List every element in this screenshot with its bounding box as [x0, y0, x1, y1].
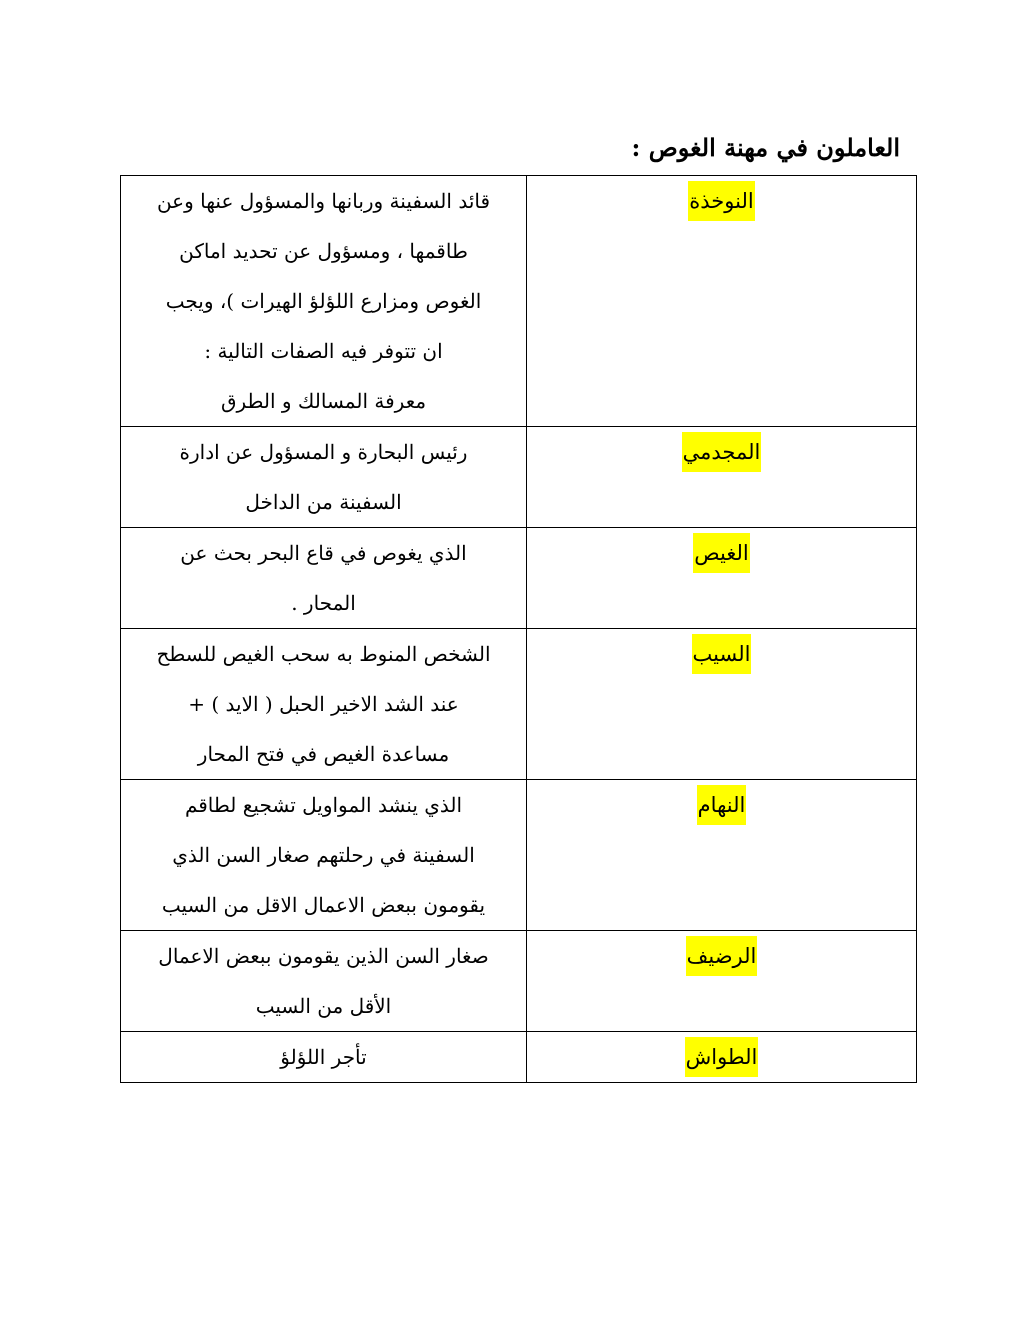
table-row [121, 528, 917, 629]
description-cell [121, 427, 527, 528]
term-label: السيب [692, 634, 752, 674]
term-label: الطواش [685, 1037, 759, 1077]
term-cell [527, 528, 917, 629]
description [129, 629, 518, 779]
term-cell [527, 931, 917, 1032]
description-cell [121, 629, 527, 780]
description [129, 528, 518, 628]
table-row [121, 427, 917, 528]
description-cell [121, 931, 527, 1032]
description-cell [121, 780, 527, 931]
term-label: الرضيف [686, 936, 758, 976]
description-line: الذي يغوص في قاع البحر بحث عن [180, 541, 467, 565]
description-line: تأجر اللؤلؤ [280, 1045, 367, 1069]
term-label: المجدمي [682, 432, 762, 472]
description-line: السفينة في رحلتهم صغار السن الذي [172, 843, 475, 867]
term-label: النهام [697, 785, 747, 825]
roles-table [120, 175, 917, 1083]
description-line: صغار السن الذين يقومون ببعض الاعمال [158, 944, 489, 968]
description-line: السفينة من الداخل [245, 490, 402, 514]
term-cell [527, 176, 917, 427]
description-line: مساعدة الغيص في فتح المحار [197, 742, 450, 766]
description-cell [121, 176, 527, 427]
description-line: الأقل من السيب [255, 994, 392, 1018]
description [129, 427, 518, 527]
description-cell [121, 528, 527, 629]
description-line: معرفة المسالك و الطرق [220, 389, 427, 413]
description-cell [121, 1032, 527, 1083]
description-line: ان تتوفر فيه الصفات التالية : [204, 339, 443, 363]
description-line: قائد السفينة وربانها والمسؤول عنها وعن [156, 189, 491, 213]
description [129, 780, 518, 930]
term-cell [527, 629, 917, 780]
description-line: الشخص المنوط به سحب الغيص للسطح [156, 642, 491, 666]
term-label: النوخذة [688, 181, 754, 221]
description-line: الذي ينشد المواويل تشجيع لطاقم [184, 793, 463, 817]
description [129, 931, 518, 1031]
description [129, 1032, 518, 1082]
description-line: عند الشد الاخير الحبل ( الايد ) + [188, 692, 459, 716]
table-row [121, 1032, 917, 1083]
term-label: الغيص [693, 533, 749, 573]
description-line: يقومون ببعض الاعمال الاقل من السيب [161, 893, 486, 917]
term-cell [527, 427, 917, 528]
description-line: المحار . [291, 591, 356, 615]
table-row [121, 780, 917, 931]
description-line: طاقمها ، ومسؤول عن تحديد اماكن [179, 239, 468, 263]
table-row [121, 629, 917, 780]
term-cell [527, 780, 917, 931]
description [129, 176, 518, 426]
table-row [121, 931, 917, 1032]
description-line: الغوص ومزارع اللؤلؤ الهيرات )، ويجب [165, 289, 482, 313]
table-row [121, 176, 917, 427]
page-heading: العاملون في مهنة الغوص : [631, 133, 900, 162]
term-cell [527, 1032, 917, 1083]
description-line: رئيس البحارة و المسؤول عن ادارة [179, 440, 468, 464]
